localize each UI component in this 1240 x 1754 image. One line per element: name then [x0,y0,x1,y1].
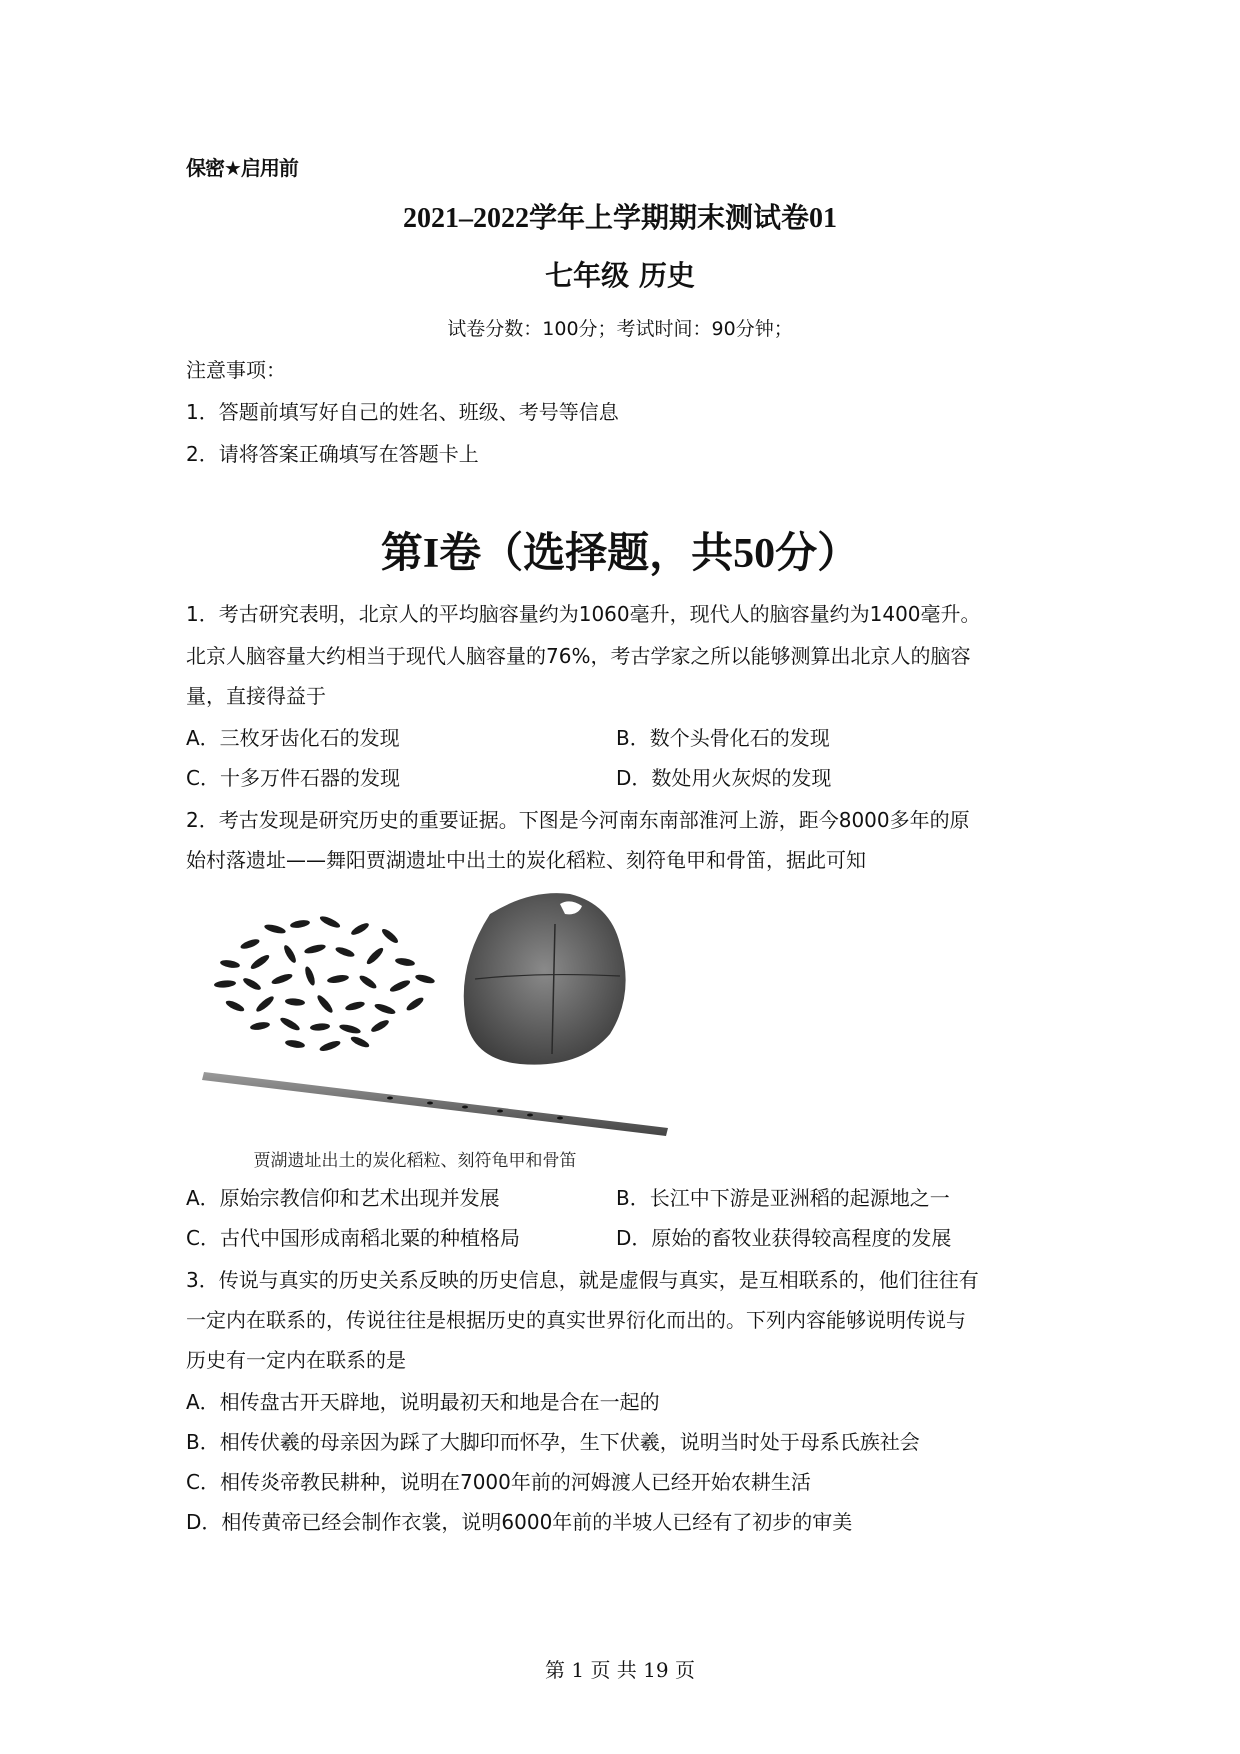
figure-caption: 贾湖遗址出土的炭化稻粒、刻符龟甲和骨笛 [253,1151,577,1171]
artifact-image [190,884,670,1144]
question-3-line: 一定内在联系的，传说往往是根据历史的真实世界衍化而出的。下列内容能够说明传说与 [186,1308,966,1332]
question-1-line: 北京人脑容量大约相当于现代人脑容量的76%，考古学家之所以能够测算出北京人的脑容 [186,644,971,668]
notice-heading: 注意事项： [186,358,286,382]
page-number: 第 1 页 共 19 页 [545,1658,695,1682]
notice-item: 1．答题前填写好自己的姓名、班级、考号等信息 [186,400,619,424]
question-1-line: 1．考古研究表明，北京人的平均脑容量约为1060毫升，现代人的脑容量约为1400毫升。 [186,602,981,626]
question-2-option-a: A．原始宗教信仰和艺术出现并发展 [186,1186,500,1210]
section-title: 第I卷（选择题，共50分） [380,531,860,577]
question-1-option-d: D．数处用火灰烬的发现 [616,766,832,790]
bone-flute [202,1072,668,1136]
rice-grains [214,914,436,1053]
question-2-option-c: C．古代中国形成南稻北粟的种植格局 [186,1226,520,1250]
question-2-option-d: D．原始的畜牧业获得较高程度的发展 [616,1226,952,1250]
question-2-option-b: B．长江中下游是亚洲稻的起源地之一 [616,1186,950,1210]
notice-item: 2．请将答案正确填写在答题卡上 [186,442,479,466]
artifact-figure [190,884,670,1174]
question-3-option-a: A．相传盘古开天辟地，说明最初天和地是合在一起的 [186,1390,660,1414]
question-2-line: 2．考古发现是研究历史的重要证据。下图是今河南东南部淮河上游，距今8000多年的原 [186,808,970,832]
exam-title: 2021–2022学年上学期期末测试卷01 [402,203,837,234]
question-3-line: 历史有一定内在联系的是 [186,1348,406,1372]
exam-meta: 试卷分数：100分；考试时间：90分钟； [447,318,793,340]
question-3-line: 3．传说与真实的历史关系反映的历史信息，就是虚假与真实，是互相联系的，他们往往有 [186,1268,979,1292]
question-3-option-b: B．相传伏羲的母亲因为踩了大脚印而怀孕，生下伏羲，说明当时处于母系氏族社会 [186,1430,920,1454]
confidential-label: 保密★启用前 [186,156,298,180]
question-3-option-c: C．相传炎帝教民耕种，说明在7000年前的河姆渡人已经开始农耕生活 [186,1470,811,1494]
question-1-line: 量，直接得益于 [186,684,326,708]
question-1-option-c: C．十多万件石器的发现 [186,766,400,790]
question-3-option-d: D．相传黄帝已经会制作衣裳，说明6000年前的半坡人已经有了初步的审美 [186,1510,853,1534]
question-1-option-b: B．数个头骨化石的发现 [616,726,830,750]
question-2-line: 始村落遗址——舞阳贾湖遗址中出土的炭化稻粒、刻符龟甲和骨笛，据此可知 [186,848,866,872]
question-1-option-a: A．三枚牙齿化石的发现 [186,726,400,750]
tortoise-shell [464,893,626,1064]
exam-subtitle: 七年级 历史 [545,259,695,292]
